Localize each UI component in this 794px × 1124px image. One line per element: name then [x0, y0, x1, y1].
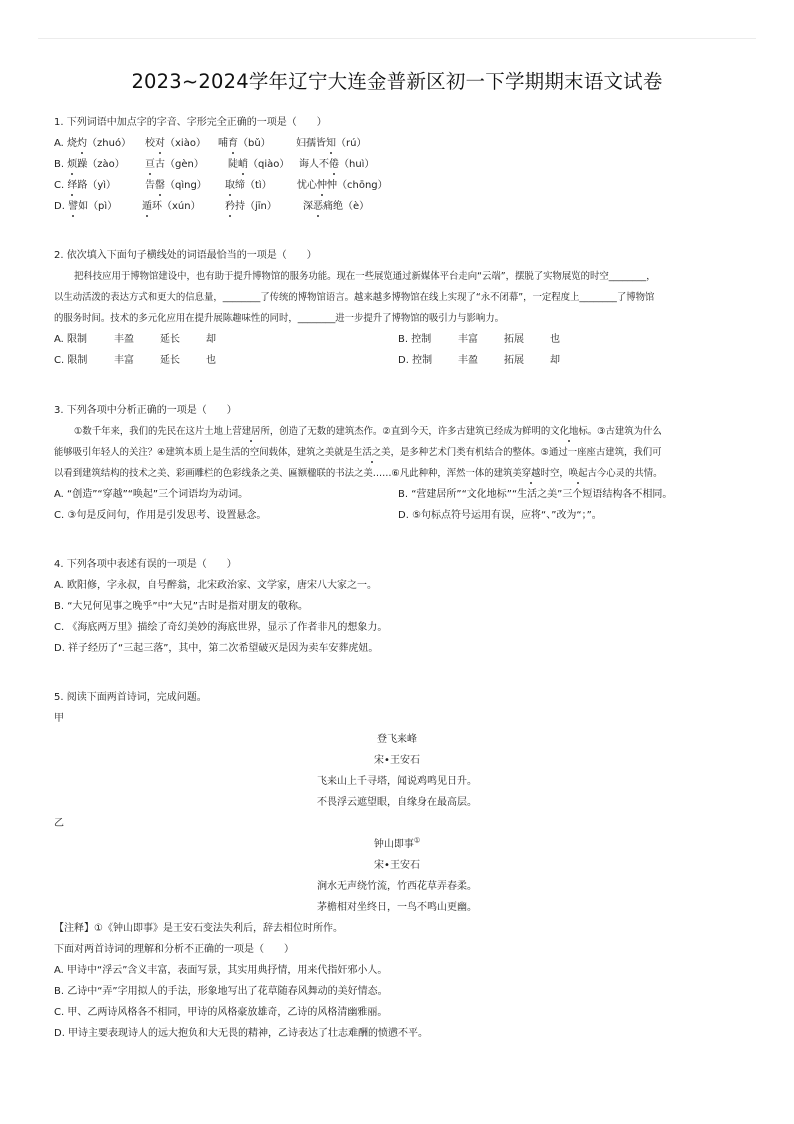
poem2-line2: 茅檐相对坐终日，一鸟不鸣山更幽。 — [317, 902, 477, 913]
q2-passage-line2: 以生动活泼的表达方式和更大的信息量，________了传统的博物馆语言。越来越多博物馆在线上实现了“永不闭幕”，一定程度上________了博物馆 — [54, 292, 655, 303]
q2-a-word2: 丰盈 — [114, 334, 134, 345]
q2-b-word2: 丰富 — [458, 334, 478, 345]
q3-passage-line3: 以看到建筑结构的技术之美、彩画雕栏的色彩线条之美、匾额楹联的书法之美……⑥凡此种种，浑然一体的建筑美穿越时空，唤起古今心灵的共情。 — [54, 468, 663, 479]
q2-option-d[interactable]: D. 控制 — [398, 355, 433, 366]
q1-c-word4: 忧心忡忡（chōng） — [297, 180, 388, 191]
q1-a-word3: 哺育（bǔ） — [218, 138, 271, 149]
header-divider — [38, 38, 756, 39]
q5-option-b[interactable]: B. 乙诗中“弄”字用拟人的手法，形象地写出了花草随春风舞动的美好情态。 — [54, 986, 388, 997]
q1-b-word3: 陡峭（qiào） — [228, 159, 290, 170]
q5-option-d[interactable]: D. 甲诗主要表现诗人的远大抱负和大无畏的精神，乙诗表达了壮志难酬的愤懑不平。 — [54, 1028, 429, 1039]
q3-option-a[interactable]: A. “创造”“穿越”“唤起”三个词语均为动词。 — [54, 489, 249, 500]
q3-stem: 3. 下列各项中分析正确的一项是（ ） — [54, 405, 237, 416]
q5-annotation: 【注释】①《钟山即事》是王安石变法失利后，辞去相位时所作。 — [54, 923, 343, 934]
q2-d-word3: 拓展 — [504, 355, 524, 366]
q3-passage-line2: 能够吸引年轻人的关注？④建筑本质上是生活的空间载体，建筑之美就是生活之美，是多种艺术门类有机结合的整体。⑤通过一座座古建筑，我们可 — [54, 447, 662, 458]
q2-b-word4: 也 — [550, 334, 560, 345]
q2-d-word4: 却 — [550, 355, 560, 366]
q2-a-word3: 延长 — [160, 334, 180, 345]
q2-option-c[interactable]: C. 限制 — [54, 355, 88, 366]
q1-d-word4: 深恶痛绝（è） — [303, 201, 370, 212]
q2-a-word4: 却 — [206, 334, 216, 345]
q2-passage-line3: 的服务时间。技术的多元化应用在提升展陈趣味性的同时，________进一步提升了博物馆的吸引力与影响力。 — [54, 313, 505, 324]
q1-a-word4: 妇孺皆知（rú） — [296, 138, 367, 149]
q3-option-b[interactable]: B. “营建居所”“文化地标”“生活之美”三个短语结构各不相同。 — [398, 489, 673, 500]
q4-option-c[interactable]: C. 《海底两万里》描绘了奇幻美妙的海底世界，显示了作者非凡的想象力。 — [54, 622, 388, 633]
q1-option-c[interactable]: C. 绎路（yì） — [54, 180, 117, 191]
q2-passage-line1: 把科技应用于博物馆建设中，也有助于提升博物馆的服务功能。现在一些展览通过新媒体平台走向“云端”，摆脱了实物展览的时空________， — [74, 271, 656, 282]
q2-b-word3: 拓展 — [504, 334, 524, 345]
q1-d-word2: 遁环（xún） — [142, 201, 201, 212]
q4-option-d[interactable]: D. 祥子经历了“三起三落”，其中，第二次希望破灭是因为卖车安葬虎妞。 — [54, 643, 379, 654]
poem1-line1: 飞来山上千寻塔，闻说鸡鸣见日升。 — [317, 776, 477, 787]
q4-stem: 4. 下列各项中表述有误的一项是（ ） — [54, 559, 237, 570]
q2-c-word2: 丰富 — [114, 355, 134, 366]
page-title: 2023~2024学年辽宁大连金普新区初一下学期期末语文试卷 — [131, 70, 663, 93]
q5-label-yi: 乙 — [54, 818, 64, 829]
q1-c-word3: 取缔（tì） — [225, 180, 272, 191]
q3-option-d[interactable]: D. ⑤句标点符号运用有误，应将“、”改为“；”。 — [398, 510, 602, 521]
q2-option-a[interactable]: A. 限制 — [54, 334, 88, 345]
q1-option-a[interactable]: A. 烧灼（zhuó） — [54, 138, 132, 149]
q1-a-word2: 校对（xiào） — [145, 138, 206, 149]
poem2-line1: 涧水无声绕竹流，竹西花草弄春柔。 — [317, 881, 477, 892]
q1-d-word3: 矜持（jīn） — [225, 201, 277, 212]
q3-passage-line1: ①数千年来，我们的先民在这片土地上营建居所，创造了无数的建筑杰作。②直到今天，许多古建筑已经成为鲜明的文化地标。③古建筑为什么 — [74, 426, 662, 437]
q1-c-word2: 告罄（qìng） — [145, 180, 207, 191]
q5-question: 下面对两首诗词的理解和分析不正确的一项是（ ） — [54, 944, 294, 955]
q2-c-word3: 延长 — [160, 355, 180, 366]
poem1-author: 宋•王安石 — [374, 755, 420, 766]
q1-b-word2: 亘古（gèn） — [145, 159, 204, 170]
q2-d-word2: 丰盈 — [458, 355, 478, 366]
q4-option-a[interactable]: A. 欧阳修，字永叔，自号醉翁，北宋政治家、文学家，唐宋八大家之一。 — [54, 580, 378, 591]
q4-option-b[interactable]: B. “大兄何见事之晚乎”中“大兄”古时是指对朋友的敬称。 — [54, 601, 308, 612]
q1-option-d[interactable]: D. 譬如（pì） — [54, 201, 118, 212]
q5-option-c[interactable]: C. 甲、乙两诗风格各不相同，甲诗的风格豪放雄奇，乙诗的风格清幽雅丽。 — [54, 1007, 388, 1018]
q1-b-word4: 诲人不倦（huì） — [299, 159, 375, 170]
q2-c-word4: 也 — [206, 355, 216, 366]
q2-stem: 2. 依次填入下面句子横线处的词语最恰当的一项是（ ） — [54, 250, 317, 261]
q5-option-a[interactable]: A. 甲诗中“浮云”含义丰富，表面写景，其实用典抒情，用来代指奸邪小人。 — [54, 965, 388, 976]
poem2-title: 钟山即事① — [373, 836, 421, 850]
poem1-line2: 不畏浮云遮望眼，自缘身在最高层。 — [317, 797, 477, 808]
q1-option-b[interactable]: B. 烦躁（zào） — [54, 159, 125, 170]
q5-label-jia: 甲 — [54, 713, 64, 724]
poem2-author: 宋•王安石 — [374, 860, 420, 871]
q5-stem: 5. 阅读下面两首诗词，完成问题。 — [54, 692, 207, 703]
q3-option-c[interactable]: C. ③句是反问句，作用是引发思考、设置悬念。 — [54, 510, 267, 521]
q1-stem: 1. 下列词语中加点字的字音、字形完全正确的一项是（ ） — [54, 117, 327, 128]
poem1-title: 登飞来峰 — [377, 734, 417, 745]
q2-option-b[interactable]: B. 控制 — [398, 334, 432, 345]
